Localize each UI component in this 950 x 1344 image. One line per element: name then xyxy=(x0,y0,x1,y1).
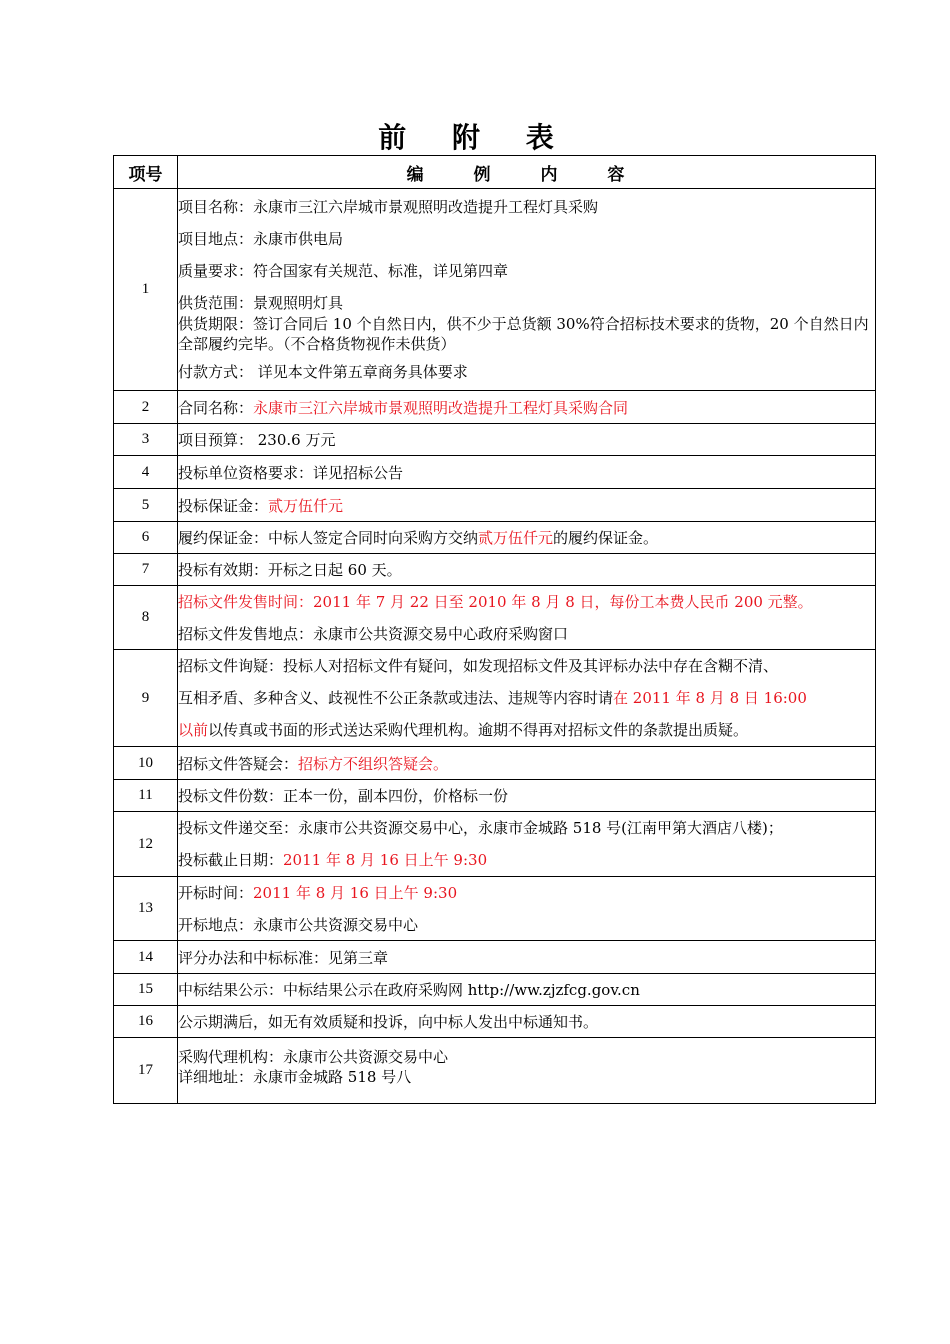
row-number: 13 xyxy=(114,877,178,941)
table-row xyxy=(114,189,876,391)
table-row xyxy=(114,1006,876,1038)
table-row xyxy=(114,424,876,456)
inquiry-text-end: 以传真或书面的形式送达采购代理机构。逾期不得再对招标文件的条款提出质疑。 xyxy=(208,721,749,739)
deadline-value: 2011 年 8 月 16 日上午 9:30 xyxy=(283,851,488,869)
appendix-table xyxy=(113,155,876,1104)
table-row xyxy=(114,391,876,424)
row-number: 5 xyxy=(114,489,178,522)
table-row xyxy=(114,522,876,554)
bid-copies: 投标文件份数：正本一份，副本四份，价格标一份 xyxy=(178,780,876,812)
project-budget: 项目预算： 230.6 万元 xyxy=(178,424,876,456)
row-number: 9 xyxy=(114,650,178,747)
agency-address: 详细地址：永康市金城路 518 号八 xyxy=(178,1067,412,1086)
opening-time xyxy=(178,883,875,903)
contract-name-label: 合同名称： xyxy=(178,398,254,417)
inquiry-line-3 xyxy=(178,720,875,740)
row-content xyxy=(178,747,876,780)
table-row xyxy=(114,941,876,974)
inquiry-line-1: 招标文件询疑：投标人对招标文件有疑问，如发现招标文件及其评标办法中存在含糊不清、 xyxy=(178,657,779,675)
row-number: 12 xyxy=(114,812,178,877)
inquiry-deadline-suffix: 以前 xyxy=(178,721,209,739)
qa-meeting-label: 招标文件答疑会： xyxy=(178,754,299,773)
inquiry-line-2 xyxy=(178,688,875,708)
row-number: 10 xyxy=(114,747,178,780)
row-content xyxy=(178,522,876,554)
table-row xyxy=(114,1038,876,1104)
page-title: 前 附 表 xyxy=(378,121,572,154)
row-content xyxy=(178,650,876,747)
qa-meeting-value: 招标方不组织答疑会。 xyxy=(298,754,449,773)
row-number: 4 xyxy=(114,456,178,489)
inquiry-deadline: 在 2011 年 8 月 8 日 16:00 xyxy=(613,689,807,707)
bidder-qualification: 投标单位资格要求：详见招标公告 xyxy=(178,456,876,489)
opening-time-value: 2011 年 8 月 16 日上午 9:30 xyxy=(253,883,458,902)
row-content xyxy=(178,189,876,391)
payment-method: 付款方式： 详见本文件第五章商务具体要求 xyxy=(178,363,468,381)
table-row xyxy=(114,974,876,1006)
header-content: 编 例 内 容 xyxy=(178,156,876,189)
row-number: 3 xyxy=(114,424,178,456)
table-row xyxy=(114,877,876,941)
bid-bond-value: 贰万伍仟元 xyxy=(268,496,344,515)
procurement-agency: 采购代理机构：永康市公共资源交易中心 xyxy=(178,1047,449,1066)
row-content xyxy=(178,877,876,941)
supply-period: 供货期限：签订合同后 10 个自然日内，供不少于总货额 30%符合招标技术要求的货物，20 个自然日内全部履约完毕。（不合格货物视作未供货） xyxy=(178,315,869,353)
header-item-number: 项号 xyxy=(114,156,178,189)
row-number: 1 xyxy=(114,189,178,391)
row-number: 17 xyxy=(114,1038,178,1104)
performance-bond-text: 履约保证金：中标人签定合同时向采购方交纳 xyxy=(178,529,479,547)
row-number: 8 xyxy=(114,586,178,650)
table-header-row xyxy=(114,156,876,189)
table-row xyxy=(114,489,876,522)
row-number: 2 xyxy=(114,391,178,424)
table-row xyxy=(114,456,876,489)
opening-location: 开标地点：永康市公共资源交易中心 xyxy=(178,915,419,934)
supply-scope: 供货范围：景观照明灯具 xyxy=(178,294,344,312)
row-number: 16 xyxy=(114,1006,178,1038)
performance-bond-amount: 贰万伍仟元 xyxy=(478,529,554,547)
sale-time: 招标文件发售时间：2011 年 7 月 22 日至 2010 年 8 月 8 日，每份工本费人民币 200 元整。 xyxy=(178,592,813,611)
table-row xyxy=(114,650,876,747)
table-row xyxy=(114,554,876,586)
row-number: 11 xyxy=(114,780,178,812)
performance-bond-suffix: 的履约保证金。 xyxy=(553,529,659,547)
row-content xyxy=(178,391,876,424)
evaluation-method: 评分办法和中标标准：见第三章 xyxy=(178,941,876,974)
bid-bond-label: 投标保证金： xyxy=(178,496,269,515)
deadline-label: 投标截止日期： xyxy=(178,851,284,869)
row-number: 14 xyxy=(114,941,178,974)
opening-time-label: 开标时间： xyxy=(178,883,254,902)
table-row xyxy=(114,780,876,812)
sale-location: 招标文件发售地点：永康市公共资源交易中心政府采购窗口 xyxy=(178,624,569,643)
row-number: 15 xyxy=(114,974,178,1006)
row-content xyxy=(178,1038,876,1104)
table-row xyxy=(114,586,876,650)
quality-requirement: 质量要求：符合国家有关规范、标准，详见第四章 xyxy=(178,262,509,280)
contract-name-value: 永康市三江六岸城市景观照明改造提升工程灯具采购合同 xyxy=(253,398,629,417)
result-publication: 中标结果公示：中标结果公示在政府采购网 http://ww.zjzfcg.gov.cn xyxy=(178,974,876,1006)
submission-location: 投标文件递交至：永康市公共资源交易中心，永康市金城路 518 号(江南甲第大酒店八楼)； xyxy=(178,819,783,837)
row-number: 6 xyxy=(114,522,178,554)
submission-deadline xyxy=(178,850,875,870)
table-row xyxy=(114,812,876,877)
row-content xyxy=(178,489,876,522)
table-row xyxy=(114,747,876,780)
row-content xyxy=(178,586,876,650)
project-name: 项目名称：永康市三江六岸城市景观照明改造提升工程灯具采购 xyxy=(178,198,599,216)
row-content xyxy=(178,812,876,877)
bid-validity: 投标有效期：开标之日起 60 天。 xyxy=(178,554,876,586)
award-notice: 公示期满后，如无有效质疑和投诉，向中标人发出中标通知书。 xyxy=(178,1006,876,1038)
inquiry-text: 互相矛盾、多种含义、歧视性不公正条款或违法、违规等内容时请 xyxy=(178,689,614,707)
row-number: 7 xyxy=(114,554,178,586)
project-location: 项目地点：永康市供电局 xyxy=(178,230,344,248)
